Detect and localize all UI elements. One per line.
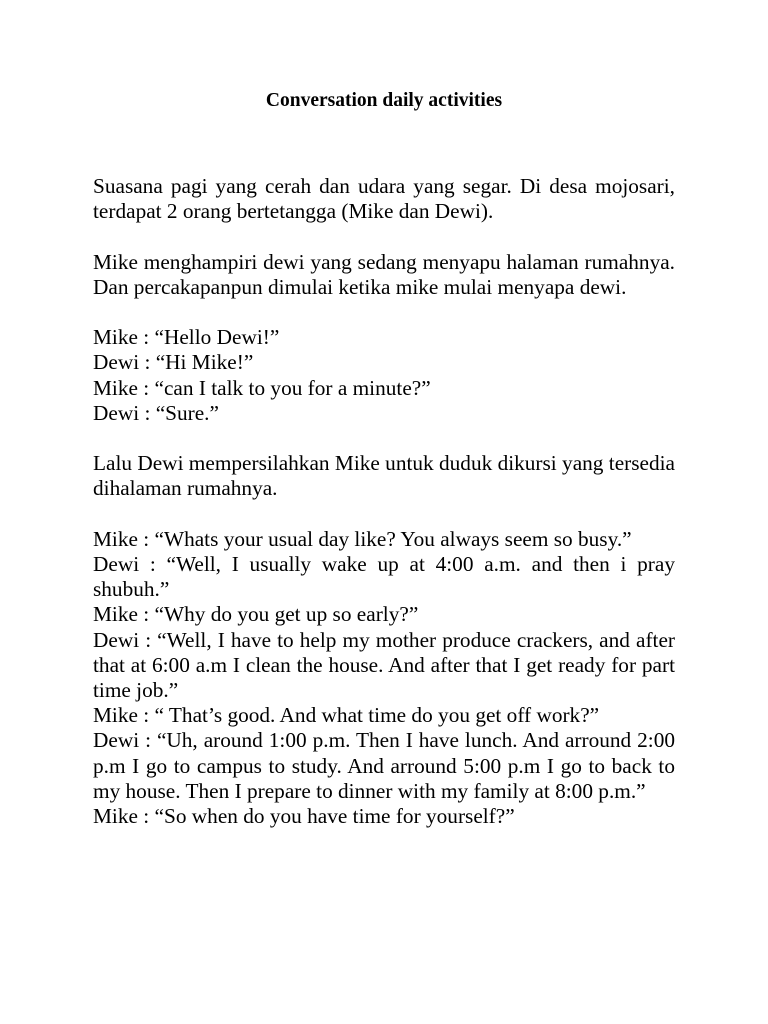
dialogue-line: Dewi : “Uh, around 1:00 p.m. Then I have lunch. And arround 2:00 p.m I go to campus to study. And arround 5:00 p.m I go to back to my house. Then I prepare to dinner with my family at 8:00 p.m.” <box>93 728 675 803</box>
dialogue-line: Mike : “ That’s good. And what time do you get off work?” <box>93 703 600 728</box>
dialogue-line: Mike : “can I talk to you for a minute?” <box>93 375 431 400</box>
dialogue-block-2 <box>93 527 675 829</box>
dialogue-line: Mike : “So when do you have time for yourself?” <box>93 804 515 829</box>
dialogue-block-1 <box>93 325 675 426</box>
middle-paragraph: Lalu Dewi mempersilahkan Mike untuk duduk dikursi yang tersedia dihalaman rumahnya. <box>93 451 675 501</box>
dialogue-line: Mike : “Hello Dewi!” <box>93 325 280 350</box>
dialogue-line: Dewi : “Hi Mike!” <box>93 350 254 375</box>
dialogue-line: Dewi : “Well, I have to help my mother produce crackers, and after that at 6:00 a.m I clean the house. And after that I get ready for part time job.” <box>93 627 675 702</box>
dialogue-line: Mike : “Why do you get up so early?” <box>93 602 419 627</box>
intro-paragraph: Mike menghampiri dewi yang sedang menyapu halaman rumahnya. Dan percakapanpun dimulai ketika mike mulai menyapa dewi. <box>93 249 675 299</box>
dialogue-line: Dewi : “Well, I usually wake up at 4:00 a.m. and then i pray shubuh.” <box>93 551 675 602</box>
dialogue-line: Mike : “Whats your usual day like? You always seem so busy.” <box>93 526 632 551</box>
document-page <box>93 88 675 854</box>
document-title: Conversation daily activities <box>265 90 503 111</box>
intro-paragraph: Suasana pagi yang cerah dan udara yang segar. Di desa mojosari, terdapat 2 orang bertetangga (Mike dan Dewi). <box>93 174 675 224</box>
dialogue-line: Dewi : “Sure.” <box>93 400 219 425</box>
